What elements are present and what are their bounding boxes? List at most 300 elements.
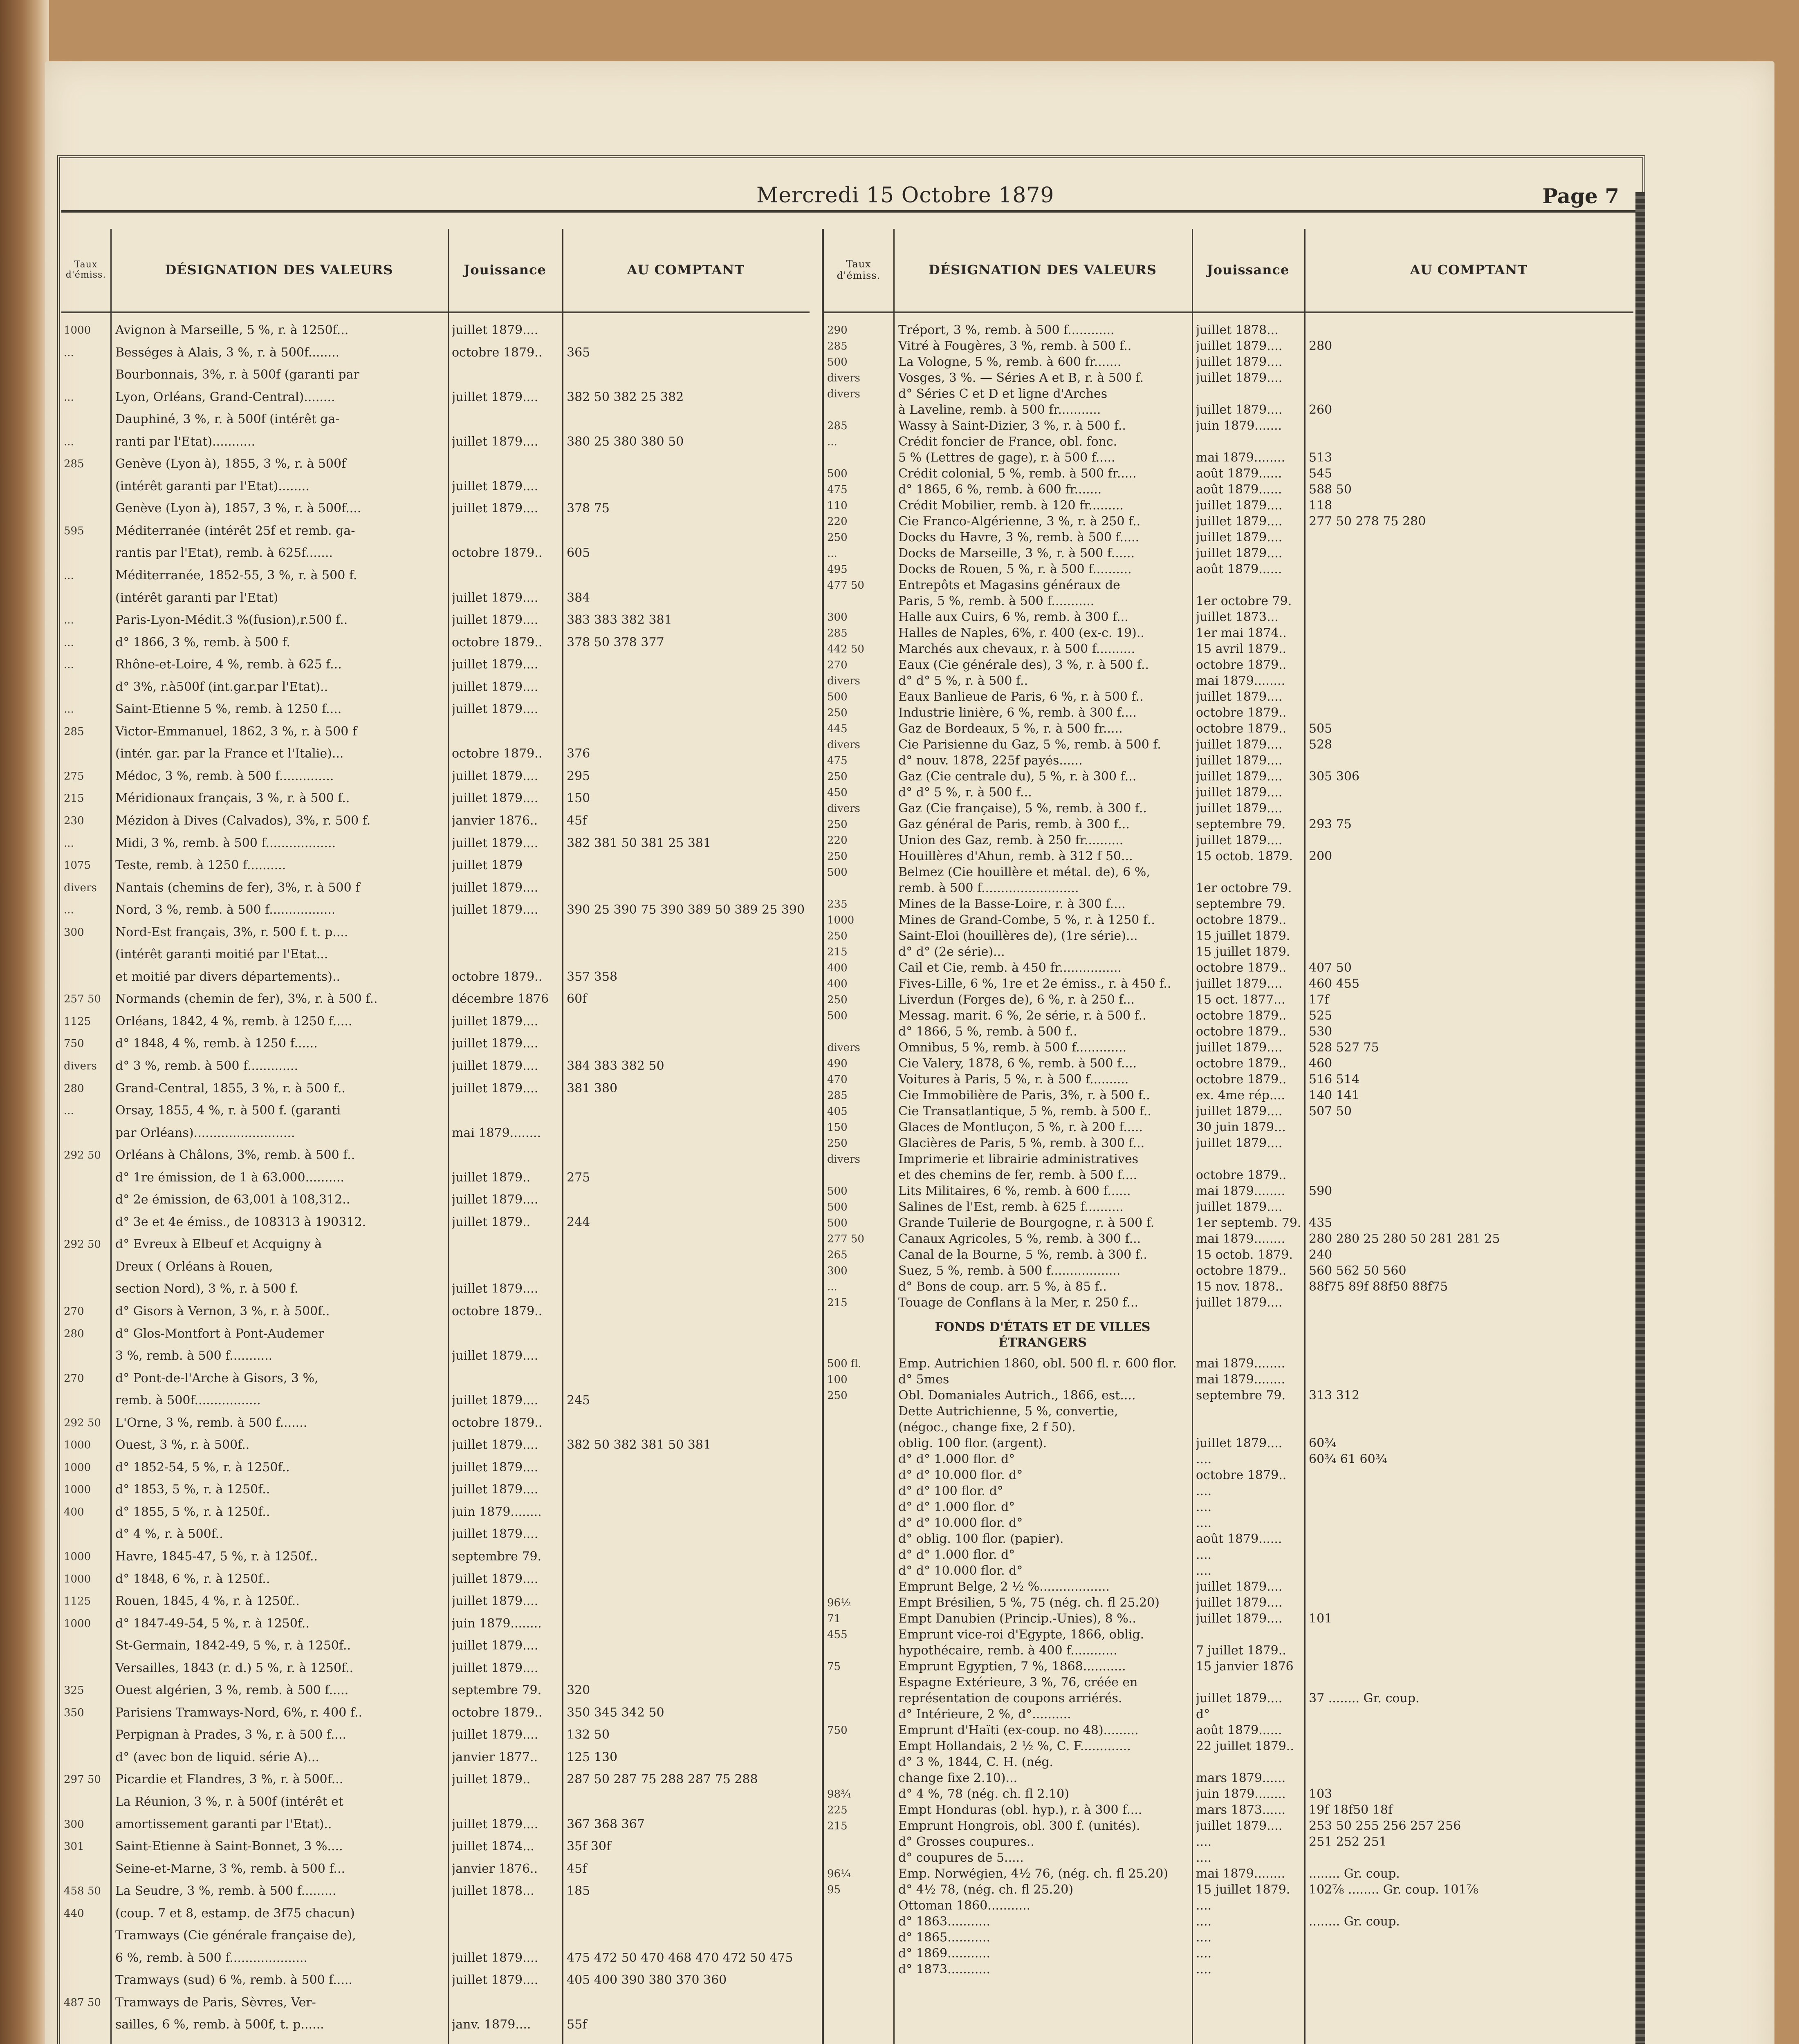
- designation-cell: Messag. marit. 6 %, 2e série, r. à 500 f..: [898, 1009, 1146, 1023]
- taux-cell: 265: [827, 1249, 848, 1261]
- table-row: [824, 1248, 1633, 1264]
- taux-cell: 487 50: [64, 1996, 101, 2009]
- jouissance-cell: ....: [1196, 1851, 1212, 1865]
- designation-cell: Ouest algérien, 3 %, remb. à 500 f.....: [115, 1683, 349, 1698]
- taux-cell: 1125: [64, 1015, 91, 1028]
- jouissance-cell: juillet 1879....: [452, 769, 538, 783]
- taux-cell: 250: [827, 1137, 848, 1150]
- designation-cell: Genève (Lyon à), 1857, 3 %, r. à 500f....: [115, 501, 361, 516]
- jouissance-cell: octobre 1879..: [1196, 722, 1287, 736]
- designation-cell: Cie Valery, 1878, 6 %, remb. à 500 f....: [898, 1056, 1137, 1071]
- taux-cell: ...: [64, 636, 74, 649]
- table-row: [61, 1081, 810, 1104]
- table-row: [824, 419, 1633, 435]
- designation-cell: Gaz (Cie française), 5 %, remb. à 300 f..: [898, 801, 1147, 816]
- table-row: [61, 591, 810, 613]
- designation-cell: Docks de Marseille, 3 %, r. à 500 f......: [898, 546, 1135, 560]
- table-row: [824, 1883, 1633, 1898]
- jouissance-cell: juillet 1879....: [1196, 1436, 1283, 1450]
- table-row: [824, 1946, 1633, 1962]
- table-row: [824, 1835, 1633, 1851]
- taux-cell: 490: [827, 1058, 848, 1070]
- designation-cell: Entrepôts et Magasins généraux de: [898, 578, 1120, 592]
- jouissance-cell: juillet 1879....: [452, 1817, 538, 1831]
- jouissance-cell: mai 1879........: [1196, 1867, 1285, 1881]
- taux-cell: 285: [827, 420, 848, 432]
- table-row: [824, 1659, 1633, 1675]
- designation-cell: Picardie et Flandres, 3 %, r. à 500f...: [115, 1772, 343, 1787]
- comptant-cell: 405 400 390 380 370 360: [567, 1973, 727, 1988]
- designation-cell: d° d° 1.000 flor. d°: [898, 1500, 1015, 1514]
- jouissance-cell: juillet 1879....: [1196, 753, 1283, 768]
- taux-cell: 400: [827, 978, 848, 990]
- jouissance-cell: juillet 1879..: [452, 1215, 531, 1229]
- taux-cell: 1000: [64, 1484, 91, 1496]
- taux-cell: 1075: [64, 859, 91, 872]
- jouissance-cell: juillet 1879....: [1196, 1200, 1283, 1214]
- comptant-cell: ........ Gr. coup.: [1309, 1914, 1400, 1929]
- table-row: [824, 1851, 1633, 1867]
- table-row: [824, 371, 1633, 387]
- comptant-cell: 140 141: [1309, 1088, 1360, 1103]
- jouissance-cell: octobre 1879..: [1196, 1024, 1287, 1039]
- designation-cell: d° Glos-Montfort à Pont-Audemer: [115, 1326, 324, 1341]
- taux-cell: 455: [827, 1629, 848, 1641]
- table-row: [824, 594, 1633, 610]
- jouissance-cell: juillet 1879....: [452, 836, 538, 850]
- designation-cell: Halle aux Cuirs, 6 %, remb. à 300 f...: [898, 610, 1128, 624]
- jouissance-cell: ....: [1196, 1548, 1212, 1562]
- designation-cell: Fives-Lille, 6 %, 1re et 2e émiss., r. à 450 f..: [898, 977, 1171, 991]
- table-row: [824, 1611, 1633, 1627]
- jouissance-cell: ....: [1196, 1946, 1212, 1961]
- comptant-cell: 384 383 382 50: [567, 1059, 664, 1073]
- taux-cell: 500: [827, 1185, 848, 1197]
- taux-cell: 110: [827, 500, 848, 512]
- designation-cell: Orsay, 1855, 4 %, r. à 500 f. (garanti: [115, 1103, 341, 1118]
- jouissance-cell: juillet 1879....: [1196, 690, 1283, 704]
- taux-cell: 750: [827, 1724, 848, 1737]
- jouissance-cell: juillet 1879....: [452, 880, 538, 895]
- table-row: [61, 2017, 810, 2040]
- designation-cell: Saint-Etienne à Saint-Bonnet, 3 %....: [115, 1839, 343, 1854]
- table-row: [824, 1675, 1633, 1691]
- jouissance-cell: juillet 1879....: [452, 791, 538, 806]
- comptant-cell: 295: [567, 769, 590, 783]
- taux-cell: 235: [827, 898, 848, 910]
- table-row: [824, 482, 1633, 498]
- frame-right-edge: [1635, 192, 1645, 2044]
- table-row: [824, 1136, 1633, 1152]
- designation-cell: Lits Militaires, 6 %, remb. à 600 f......: [898, 1184, 1131, 1198]
- taux-cell: 500: [827, 691, 848, 703]
- table-row: [61, 1750, 810, 1773]
- table-row: [824, 1072, 1633, 1088]
- table-row: [61, 390, 810, 412]
- table-row: [824, 514, 1633, 530]
- table-row: [61, 1661, 810, 1683]
- jouissance-cell: juillet 1879....: [452, 1192, 538, 1207]
- jouissance-cell: juillet 1873...: [1196, 610, 1279, 624]
- table-row: [824, 1803, 1633, 1819]
- comptant-cell: 103: [1309, 1787, 1332, 1801]
- table-row: [824, 769, 1633, 785]
- taux-cell: 750: [64, 1038, 84, 1050]
- jouissance-cell: 15 avril 1879..: [1196, 642, 1287, 656]
- table-row: [824, 1264, 1633, 1280]
- comptant-cell: 60f: [567, 992, 587, 1006]
- table-row: [824, 1152, 1633, 1168]
- table-row: [824, 1420, 1633, 1436]
- table-row: [824, 1436, 1633, 1452]
- jouissance-cell: 1er octobre 79.: [1196, 881, 1292, 895]
- taux-cell: 250: [827, 850, 848, 863]
- jouissance-cell: mai 1879........: [1196, 674, 1285, 688]
- taux-cell: 100: [827, 1374, 848, 1386]
- table-row: [824, 1104, 1633, 1120]
- table-row: [824, 1691, 1633, 1707]
- table-row: [61, 1884, 810, 1906]
- comptant-cell: 45f: [567, 1861, 587, 1876]
- table-row: [61, 1393, 810, 1416]
- table-row: [824, 1184, 1633, 1200]
- taux-cell: ...: [64, 346, 74, 359]
- table-row: [824, 785, 1633, 801]
- jouissance-cell: 15 juillet 1879.: [1196, 945, 1290, 959]
- designation-cell: Mines de la Basse-Loire, r. à 300 f....: [898, 897, 1126, 911]
- table-row: [824, 929, 1633, 945]
- table-row: [61, 1148, 810, 1170]
- table-row: [61, 1327, 810, 1349]
- designation-cell: d° 1865, 6 %, remb. à 600 fr.......: [898, 482, 1102, 497]
- jouissance-cell: septembre 79.: [1196, 817, 1286, 831]
- taux-cell: ...: [64, 391, 74, 403]
- jouissance-cell: juillet 1879: [452, 858, 523, 873]
- designation-cell: d° 2e émission, de 63,001 à 108,312..: [115, 1192, 350, 1207]
- table-row: [61, 1282, 810, 1304]
- comptant-cell: ........ Gr. coup.: [1309, 1867, 1400, 1881]
- designation-cell: Union des Gaz, remb. à 250 fr..........: [898, 833, 1124, 847]
- table-row: [61, 858, 810, 881]
- designation-cell: Seine-et-Marne, 3 %, remb. à 500 f...: [115, 1861, 345, 1876]
- taux-cell: divers: [64, 1060, 97, 1072]
- comptant-cell: 383 383 382 381: [567, 613, 672, 628]
- table-row: [824, 658, 1633, 674]
- designation-cell: Empt Brésilien, 5 %, 75 (nég. ch. fl 25.20): [898, 1596, 1160, 1610]
- jouissance-cell: juillet 1879....: [452, 1594, 538, 1609]
- designation-cell: Cie Transatlantique, 5 %, remb. à 500 f..: [898, 1104, 1151, 1118]
- designation-cell: Imprimerie et librairie administratives: [898, 1152, 1139, 1166]
- designation-cell: Salines de l'Est, remb. à 625 f..........: [898, 1200, 1124, 1214]
- table-row: [824, 1564, 1633, 1580]
- comptant-cell: 245: [567, 1393, 590, 1408]
- designation-cell: Saint-Etienne 5 %, remb. à 1250 f....: [115, 702, 342, 717]
- table-row: [824, 1962, 1633, 1978]
- designation-cell: Touage de Conflans à la Mer, r. 250 f...: [898, 1295, 1139, 1310]
- jouissance-cell: juillet 1879....: [1196, 339, 1283, 353]
- designation-cell: Nord-Est français, 3%, r. 500 f. t. p....: [115, 925, 348, 939]
- jouissance-cell: juillet 1879....: [1196, 514, 1283, 529]
- comptant-cell: 460 455: [1309, 977, 1360, 991]
- designation-cell: Emprunt Belge, 2 ½ %..................: [898, 1580, 1110, 1594]
- designation-cell: Victor-Emmanuel, 1862, 3 %, r. à 500 f: [115, 724, 357, 739]
- designation-cell: Empt Hollandais, 2 ½ %, C. F.............: [898, 1739, 1131, 1753]
- designation-cell: d° 4 %, r. à 500f..: [115, 1527, 223, 1542]
- designation-cell: Suez, 5 %, remb. à 500 f..................: [898, 1264, 1121, 1278]
- comptant-cell: 125 130: [567, 1750, 618, 1764]
- designation-cell: Versailles, 1843 (r. d.) 5 %, r. à 1250f..: [115, 1661, 354, 1675]
- table-row: [824, 690, 1633, 706]
- taux-cell: 250: [827, 818, 848, 831]
- table-row: [824, 1898, 1633, 1914]
- table-row: [61, 1839, 810, 1862]
- designation-cell: par Orléans)..........................: [115, 1125, 295, 1140]
- taux-cell: 270: [64, 1372, 84, 1385]
- comptant-cell: 132 50: [567, 1728, 610, 1742]
- table-row: [824, 1548, 1633, 1564]
- taux-cell: 500: [827, 356, 848, 368]
- jouissance-cell: 15 janvier 1876: [1196, 1659, 1294, 1674]
- designation-cell: sailles, 6 %, remb. à 500f, t. p......: [115, 2017, 324, 2032]
- designation-cell: Normands (chemin de fer), 3%, r. à 500 f..: [115, 992, 378, 1006]
- designation-cell: d° oblig. 100 flor. (papier).: [898, 1532, 1064, 1546]
- taux-cell: 405: [827, 1105, 848, 1118]
- designation-cell: Midi, 3 %, remb. à 500 f..................: [115, 836, 336, 850]
- designation-cell: Gaz général de Paris, remb. à 300 f...: [898, 817, 1130, 831]
- jouissance-cell: octobre 1879..: [1196, 1468, 1287, 1482]
- table-row: [824, 1596, 1633, 1611]
- table-row: [61, 836, 810, 858]
- table-row: [61, 1594, 810, 1616]
- taux-cell: 257 50: [64, 993, 101, 1006]
- jouissance-cell: octobre 1879..: [452, 1304, 543, 1318]
- designation-cell: Empt Danubien (Princip.-Unies), 8 %..: [898, 1611, 1136, 1626]
- jouissance-cell: janvier 1876..: [452, 1861, 538, 1876]
- table-row: [824, 833, 1633, 849]
- taux-cell: 1000: [827, 914, 855, 926]
- designation-cell: Grande Tuilerie de Bourgogne, r. à 500 f.: [898, 1216, 1155, 1230]
- table-row: [61, 1260, 810, 1282]
- table-row: [61, 680, 810, 702]
- designation-cell: Cie Parisienne du Gaz, 5 %, remb. à 500 f.: [898, 737, 1161, 752]
- taux-cell: 150: [827, 1121, 848, 1134]
- designation-cell: d° 1852-54, 5 %, r. à 1250f..: [115, 1460, 290, 1475]
- designation-cell: Saint-Eloi (houillères de), (1re série)...: [898, 929, 1138, 943]
- comptant-cell: 382 381 50 381 25 381: [567, 836, 711, 850]
- comptant-cell: 365: [567, 345, 590, 360]
- table-row: [824, 706, 1633, 722]
- taux-cell: 96½: [827, 1597, 851, 1609]
- comptant-cell: 507 50: [1309, 1104, 1352, 1118]
- designation-cell: hypothécaire, remb. à 400 f............: [898, 1643, 1117, 1658]
- taux-cell: 1125: [64, 1595, 91, 1608]
- table-row: [824, 1819, 1633, 1835]
- taux-cell: 300: [64, 1818, 84, 1831]
- section-title-foreign-funds: FONDS D'ÉTATS ET DE VILLES ÉTRANGERS: [935, 1320, 1151, 1350]
- taux-cell: 1000: [64, 1551, 91, 1563]
- designation-cell: d° d° 5 %, r. à 500 f...: [898, 785, 1032, 800]
- table-row: [824, 753, 1633, 769]
- comptant-cell: 88f75 89f 88f50 88f75: [1309, 1280, 1448, 1294]
- jouissance-cell: octobre 1879..: [1196, 1056, 1287, 1071]
- jouissance-cell: juillet 1879....: [452, 323, 538, 337]
- comptant-cell: 251 252 251: [1309, 1835, 1387, 1849]
- designation-cell: d° Pont-de-l'Arche à Gisors, 3 %,: [115, 1371, 319, 1385]
- taux-cell: divers: [827, 675, 860, 687]
- taux-cell: 215: [827, 946, 848, 958]
- taux-cell: 95: [827, 1884, 841, 1896]
- designation-cell: (intérêt garanti par l'Etat)........: [115, 479, 310, 493]
- col-designation-header: DÉSIGNATION DES VALEURS: [110, 229, 448, 313]
- jouissance-cell: juillet 1879....: [1196, 1136, 1283, 1150]
- table-row: [61, 702, 810, 724]
- taux-cell: 500: [827, 1217, 848, 1229]
- table-row: [824, 1771, 1633, 1787]
- designation-cell: Perpignan à Prades, 3 %, r. à 500 f....: [115, 1728, 346, 1742]
- designation-cell: Glacières de Paris, 5 %, remb. à 300 f...: [898, 1136, 1145, 1150]
- taux-cell: ...: [827, 436, 837, 448]
- table-row: [824, 562, 1633, 578]
- jouissance-cell: août 1879......: [1196, 1532, 1282, 1546]
- jouissance-cell: janvier 1876..: [452, 814, 538, 828]
- designation-cell: Emprunt Egyptien, 7 %, 1868...........: [898, 1659, 1126, 1674]
- taux-cell: 270: [827, 659, 848, 671]
- table-row: [824, 530, 1633, 546]
- table-row: [61, 657, 810, 680]
- comptant-cell: 253 50 255 256 257 256: [1309, 1819, 1461, 1833]
- designation-cell: d° 1853, 5 %, r. à 1250f..: [115, 1482, 270, 1497]
- jouissance-cell: octobre 1879..: [452, 969, 543, 984]
- comptant-cell: 275: [567, 1170, 590, 1185]
- designation-cell: Avignon à Marseille, 5 %, r. à 1250f...: [115, 323, 349, 337]
- table-row: [61, 1572, 810, 1594]
- designation-cell: rantis par l'Etat), remb. à 625f.......: [115, 546, 333, 560]
- col-jouissance-header: Jouissance: [1192, 229, 1304, 313]
- designation-cell: Emprunt vice-roi d'Egypte, 1866, oblig.: [898, 1627, 1144, 1642]
- table-row: [61, 501, 810, 524]
- table-row: [61, 546, 810, 568]
- comptant-cell: 357 358: [567, 969, 618, 984]
- table-row: [61, 457, 810, 479]
- page-number: Page 7: [1542, 184, 1619, 208]
- designation-cell: d° d° 1.000 flor. d°: [898, 1452, 1015, 1466]
- table-row: [61, 435, 810, 457]
- col-designation-header: DÉSIGNATION DES VALEURS: [893, 229, 1192, 313]
- taux-cell: 1000: [64, 1617, 91, 1630]
- taux-cell: 1000: [64, 1439, 91, 1452]
- table-row: [824, 1404, 1633, 1420]
- taux-cell: divers: [827, 802, 860, 815]
- comptant-cell: 150: [567, 791, 590, 806]
- jouissance-cell: juillet 1879....: [452, 390, 538, 404]
- designation-cell: d° Intérieure, 2 %, d°..........: [898, 1707, 1071, 1721]
- designation-cell: Gaz (Cie centrale du), 5 %, r. à 300 f...: [898, 769, 1137, 784]
- designation-cell: d° 4½ 78, (nég. ch. fl 25.20): [898, 1883, 1074, 1897]
- jouissance-cell: janvier 1877..: [452, 1750, 538, 1764]
- jouissance-cell: ....: [1196, 1452, 1212, 1466]
- right-table: [822, 229, 1633, 2044]
- comptant-cell: 560 562 50 560: [1309, 1264, 1406, 1278]
- jouissance-cell: octobre 1879..: [1196, 1072, 1287, 1087]
- jouissance-cell: octobre 1879..: [1196, 961, 1287, 975]
- designation-cell: amortissement garanti par l'Etat)..: [115, 1817, 332, 1831]
- designation-cell: d° d° 10.000 flor. d°: [898, 1564, 1023, 1578]
- taux-cell: 458 50: [64, 1885, 101, 1898]
- comptant-cell: 407 50: [1309, 961, 1352, 975]
- designation-cell: Genève (Lyon à), 1855, 3 %, r. à 500f: [115, 457, 346, 471]
- taux-cell: 250: [827, 1390, 848, 1402]
- table-row: [824, 1532, 1633, 1548]
- jouissance-cell: juillet 1879....: [452, 1036, 538, 1051]
- table-row: [824, 1040, 1633, 1056]
- table-row: [61, 1928, 810, 1951]
- jouissance-cell: octobre 1879..: [452, 546, 543, 560]
- col-taux-header: Taux d'émiss.: [61, 229, 110, 313]
- taux-cell: 300: [827, 611, 848, 623]
- comptant-cell: 102⅞ ........ Gr. coup. 101⅞: [1309, 1883, 1478, 1897]
- comptant-cell: 460: [1309, 1056, 1332, 1071]
- taux-cell: ...: [827, 547, 837, 560]
- taux-cell: 477 50: [827, 579, 864, 592]
- comptant-cell: 367 368 367: [567, 1817, 645, 1831]
- designation-cell: remb. à 500 f.........................: [898, 881, 1079, 895]
- jouissance-cell: juillet 1879....: [1196, 737, 1283, 752]
- designation-cell: d° 1848, 6 %, r. à 1250f..: [115, 1571, 270, 1586]
- table-row: [61, 1772, 810, 1795]
- designation-cell: oblig. 100 flor. (argent).: [898, 1436, 1047, 1450]
- designation-cell: Gaz de Bordeaux, 5 %, r. à 500 fr.....: [898, 722, 1123, 736]
- taux-cell: ...: [64, 1105, 74, 1117]
- designation-cell: Vosges, 3 %. — Séries A et B, r. à 500 f.: [898, 371, 1144, 385]
- designation-cell: (intérêt garanti par l'Etat): [115, 590, 278, 605]
- jouissance-cell: juillet 1879....: [452, 1527, 538, 1542]
- taux-cell: 595: [64, 524, 84, 537]
- table-row: [824, 578, 1633, 594]
- comptant-cell: 380 25 380 380 50: [567, 434, 684, 449]
- table-row: [61, 1638, 810, 1661]
- taux-cell: 500: [827, 468, 848, 480]
- taux-cell: 280: [64, 1082, 84, 1095]
- designation-cell: d° coupures de 5.....: [898, 1851, 1024, 1865]
- designation-cell: St-Germain, 1842-49, 5 %, r. à 1250f..: [115, 1638, 351, 1653]
- jouissance-cell: 22 juillet 1879..: [1196, 1739, 1294, 1753]
- comptant-cell: 19f 18f50 18f: [1309, 1803, 1393, 1817]
- jouissance-cell: juillet 1879....: [452, 1014, 538, 1029]
- taux-cell: 1000: [64, 1573, 91, 1585]
- comptant-cell: 605: [567, 546, 590, 560]
- jouissance-cell: juillet 1879....: [452, 1059, 538, 1073]
- table-row: [61, 1505, 810, 1527]
- table-row: [61, 769, 810, 791]
- designation-cell: représentation de coupons arriérés.: [898, 1691, 1122, 1706]
- jouissance-cell: septembre 79.: [452, 1683, 542, 1698]
- taux-cell: 500: [827, 1010, 848, 1022]
- jouissance-cell: juillet 1879....: [452, 1460, 538, 1475]
- table-row: [824, 945, 1633, 961]
- jouissance-cell: octobre 1879..: [1196, 1168, 1287, 1182]
- table-row: [824, 977, 1633, 993]
- taux-cell: 495: [827, 563, 848, 576]
- comptant-cell: 350 345 342 50: [567, 1705, 664, 1720]
- jouissance-cell: 1er mai 1874..: [1196, 626, 1287, 640]
- taux-cell: 220: [827, 834, 848, 847]
- col-comptant-header: AU COMPTANT: [1304, 229, 1633, 313]
- jouissance-cell: juillet 1879....: [452, 501, 538, 516]
- table-row: [61, 814, 810, 836]
- table-row: [824, 1516, 1633, 1532]
- designation-cell: d° d° 100 flor. d°: [898, 1484, 1003, 1498]
- table-row: [824, 1867, 1633, 1883]
